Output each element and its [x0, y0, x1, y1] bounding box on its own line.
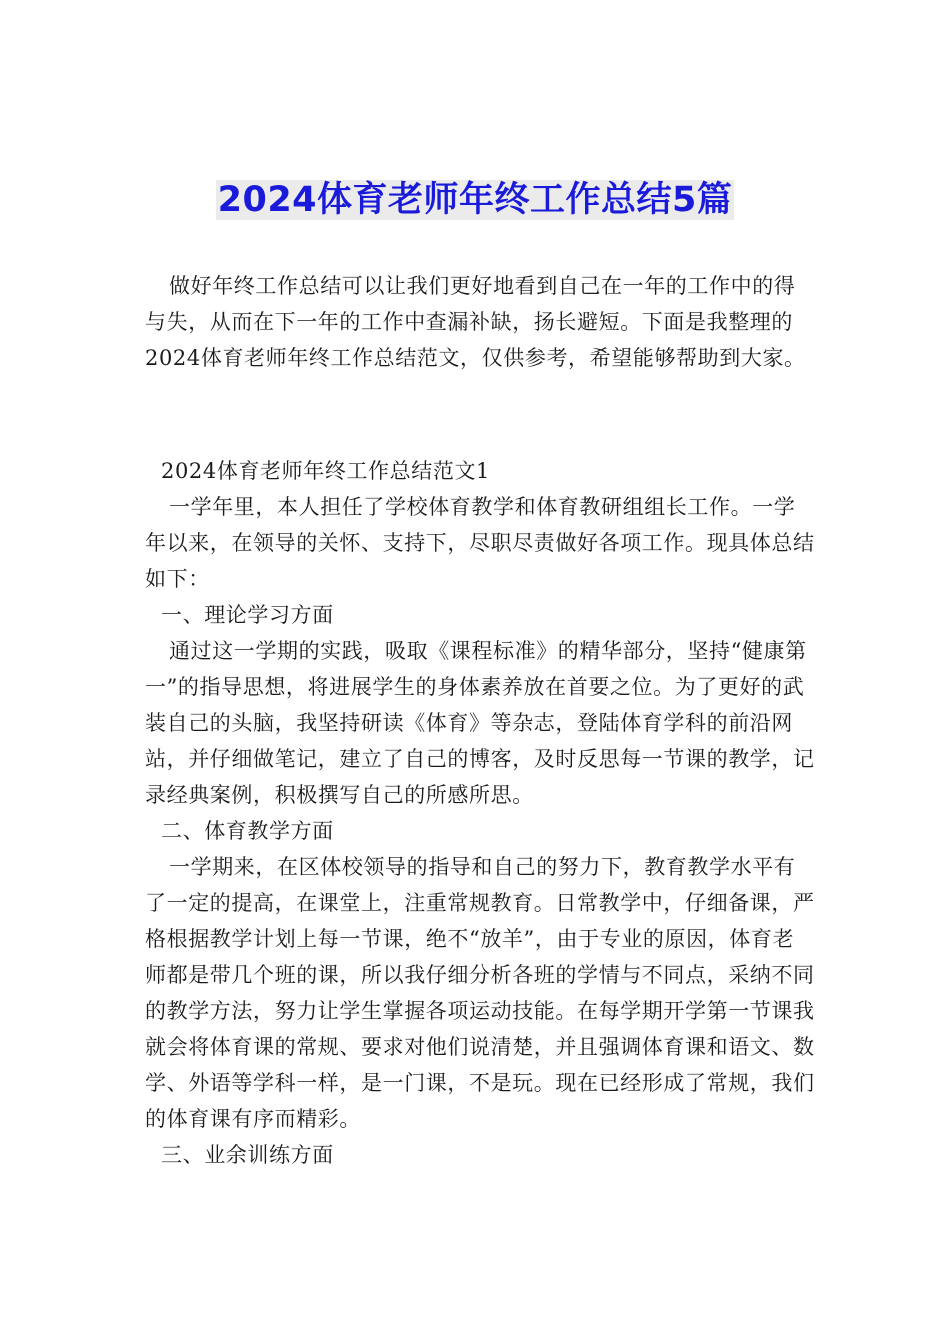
paragraph-overview: 一学年里，本人担任了学校体育教学和体育教研组组长工作。一学年以来，在领导的关怀、支持下，尽职尽责做好各项工作。现具体总结如下： — [145, 495, 815, 591]
heading-theory-study: 一、理论学习方面 — [161, 603, 334, 627]
document-title-text: 2024体育老师年终工作总结5篇 — [217, 180, 733, 220]
document-title — [0, 176, 950, 224]
heading-amateur-training: 三、业余训练方面 — [161, 1143, 334, 1167]
intro-block — [145, 268, 815, 376]
paragraph-theory-study: 通过这一学期的实践，吸取《课程标准》的精华部分，坚持“健康第一”的指导思想，将进展学生的身体素养放在首要之位。为了更好的武装自己的头脑，我坚持研读《体育》等杂志，登陆体育学科的前沿网站，并仔细做笔记，建立了自己的博客，及时反思每一节课的教学，记录经典案例，积极撰写自己的所感所思。 — [145, 639, 815, 807]
heading-pe-teaching: 二、体育教学方面 — [161, 819, 334, 843]
sample-title: 2024体育老师年终工作总结范文1 — [161, 459, 491, 483]
paragraph-pe-teaching: 一学期来，在区体校领导的指导和自己的努力下，教育教学水平有了一定的提高，在课堂上，注重常规教育。日常教学中，仔细备课，严格根据教学计划上每一节课，绝不“放羊”，由于专业的原因，体育老师都是带几个班的课，所以我仔细分析各班的学情与不同点，采纳不同的教学方法，努力让学生掌握各项运动技能。在每学期开学第一节课我就会将体育课的常规、要求对他们说清楚，并且强调体育课和语文、数学、外语等学科一样，是一门课，不是玩。现在已经形成了常规，我们的体育课有序而精彩。 — [145, 855, 815, 1131]
intro-paragraph: 做好年终工作总结可以让我们更好地看到自己在一年的工作中的得与失，从而在下一年的工作中查漏补缺，扬长避短。下面是我整理的2024体育老师年终工作总结范文，仅供参考，希望能够帮助到大家。 — [145, 274, 806, 370]
sample-section — [145, 453, 815, 1173]
